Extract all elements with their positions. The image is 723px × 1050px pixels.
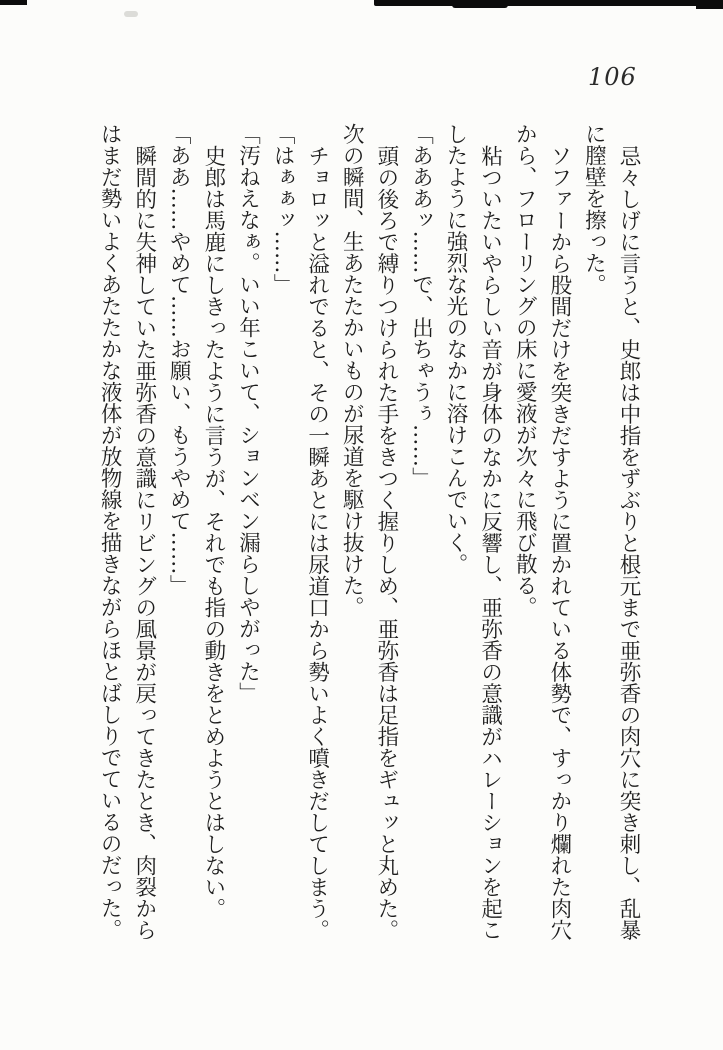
scan-edge-mark-left — [0, 0, 27, 5]
text-line: はまだ勢いよくあたたかな液体が放物線を描きながらほとばしりでているのだった。 — [97, 123, 123, 940]
text-line: 忌々しげに言うと、史郎は中指をずぶりと根元まで亜弥香の肉穴に突き刺し、乱暴 — [616, 144, 641, 940]
text-line: 粘ついたいやらしい音が身体のなかに反響し、亜弥香の意識がハレーションを起こ — [477, 144, 503, 940]
scan-smudge — [124, 11, 138, 17]
text-line: に膣壁を擦った。 — [581, 123, 607, 295]
text-line: 「ああ……やめて……お願い、もうやめて……」 — [166, 123, 192, 596]
text-line: から、フローリングの床に愛液が次々に飛び散る。 — [512, 123, 538, 618]
scan-edge-mark-lump — [452, 0, 508, 8]
text-line: ソファーから股間だけを突きだすように置かれている体勢で、すっかり爛れた肉穴 — [546, 144, 572, 940]
text-line: 「はぁぁッ……」 — [270, 123, 296, 295]
text-line: 史郎は馬鹿にしきったように言うが、それでも指の動きをとめようとはしない。 — [200, 144, 226, 919]
body-text — [92, 123, 646, 953]
text-line: 次の瞬間、生あたたかいものが尿道を駆け抜けた。 — [339, 123, 365, 618]
text-line: 頭の後ろで縛りつけられた手をきつく握りしめ、亜弥香は足指をギュッと丸めた。 — [373, 144, 399, 940]
text-line: したように強烈な光のなかに溶けこんでいく。 — [443, 123, 469, 575]
text-line: 「汚ねえなぁ。いい年こいて、ションベン漏らしやがった」 — [235, 123, 261, 704]
text-line: 瞬間的に失神していた亜弥香の意識にリビングの風景が戻ってきたとき、肉裂から — [131, 144, 157, 940]
page-number: 106 — [588, 63, 637, 91]
text-line: チョロッと溢れでると、その一瞬あとには尿道口から勢いよく噴きだしてしまう。 — [304, 144, 330, 940]
scan-edge-mark-right — [374, 0, 723, 6]
scan-edge-mark-corner — [696, 0, 723, 9]
text-line: 「あああッ……で、出ちゃうぅ……」 — [408, 123, 434, 489]
